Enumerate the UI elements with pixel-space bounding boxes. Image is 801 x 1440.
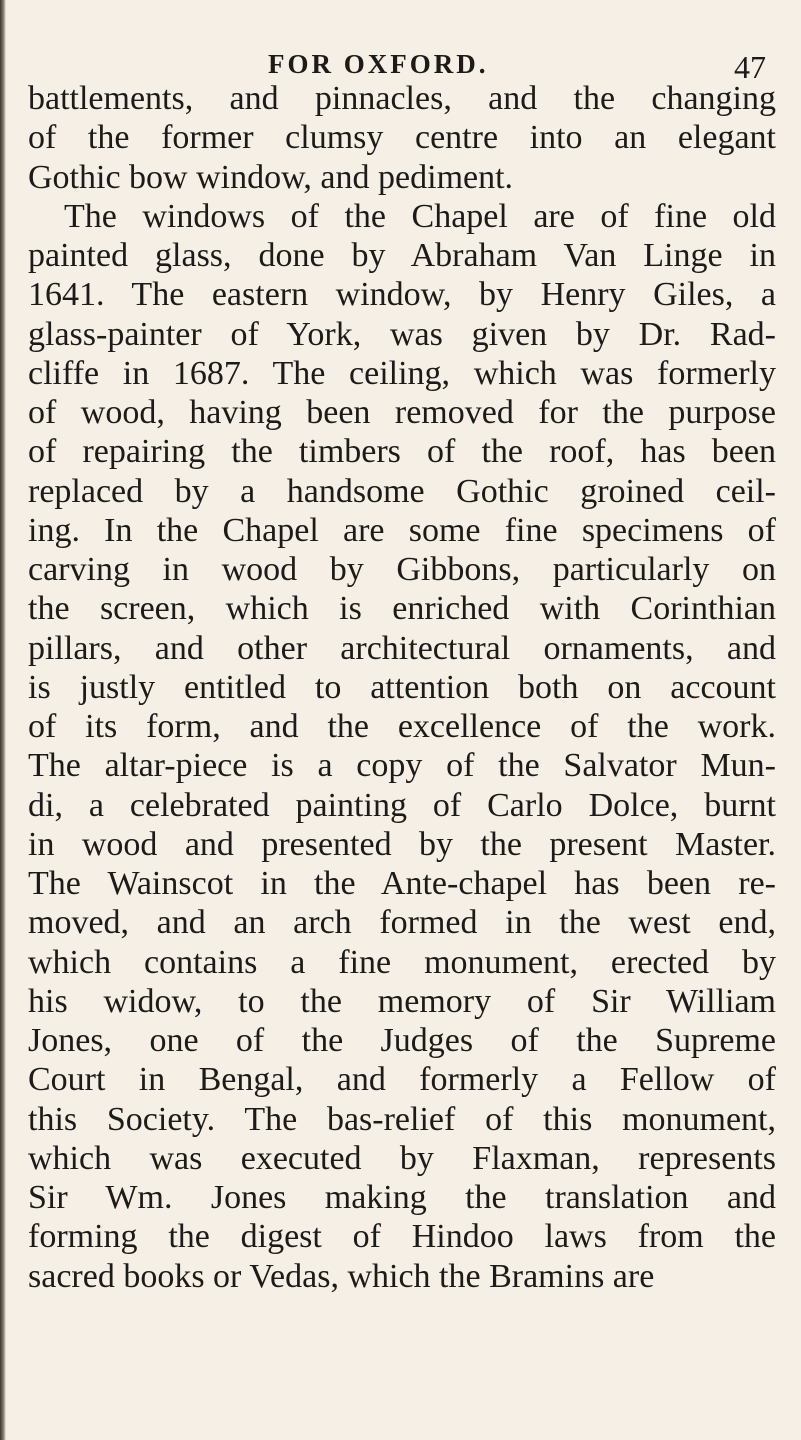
text-line: di, a celebrated painting of Carlo Dolce, burnt [28, 786, 776, 824]
text-line: replaced by a handsome Gothic groined ceil- [28, 472, 776, 510]
running-title: FOR OXFORD. [268, 49, 489, 79]
text-line: carving in wood by Gibbons, particularly on [28, 551, 776, 588]
text-line: his widow, to the memory of Sir William [28, 982, 776, 1020]
text-line: Court in Bengal, and formerly a Fellow of [28, 1061, 776, 1099]
text-line: moved, and an arch formed in the west end, [28, 904, 776, 942]
text-line: The altar-piece is a copy of the Salvator Mun- [28, 747, 776, 785]
page-number: 47 [734, 49, 766, 85]
text-line: of repairing the timbers of the roof, has been [28, 433, 776, 471]
text-line: The Wainscot in the Ante-chapel has been re- [28, 865, 776, 902]
text-line: of wood, having been removed for the purpose [28, 394, 776, 431]
text-line: glass-painter of York, was given by Dr. Rad- [28, 315, 776, 353]
text-line: of its form, and the excellence of the work. [28, 708, 776, 745]
text-line: of the former clumsy centre into an elegant [28, 119, 776, 157]
text-line: The windows of the Chapel are of fine old [64, 197, 776, 235]
text-line: battlements, and pinnacles, and the changing [28, 80, 776, 117]
text-line: Gothic bow window, and pediment. [28, 158, 514, 196]
text-line: forming the digest of Hindoo laws from the [28, 1218, 776, 1256]
text-line: this Society. The bas-relief of this monument, [28, 1100, 776, 1138]
text-line: ing. In the Chapel are some fine specimens of [28, 511, 776, 549]
text-line: Jones, one of the Judges of the Supreme [28, 1022, 776, 1059]
text-line: is justly entitled to attention both on account [28, 668, 776, 706]
text-line: painted glass, done by Abraham Van Linge in [28, 237, 776, 274]
text-line: 1641. The eastern window, by Henry Giles, a [28, 276, 776, 314]
body-text [28, 79, 776, 1296]
text-line: cliffe in 1687. The ceiling, which was formerly [28, 354, 776, 392]
text-line: Sir Wm. Jones making the translation and [28, 1179, 776, 1216]
page-binding-edge [0, 0, 6, 1440]
text-line: the screen, which is enriched with Corinthian [28, 590, 776, 628]
text-line: sacred books or Vedas, which the Bramins are [28, 1257, 655, 1295]
text-line: pillars, and other architectural ornaments, and [28, 629, 776, 667]
text-line: which contains a fine monument, erected by [28, 943, 776, 981]
text-line: in wood and presented by the present Master. [28, 825, 776, 863]
text-line: which was executed by Flaxman, represents [28, 1139, 776, 1177]
